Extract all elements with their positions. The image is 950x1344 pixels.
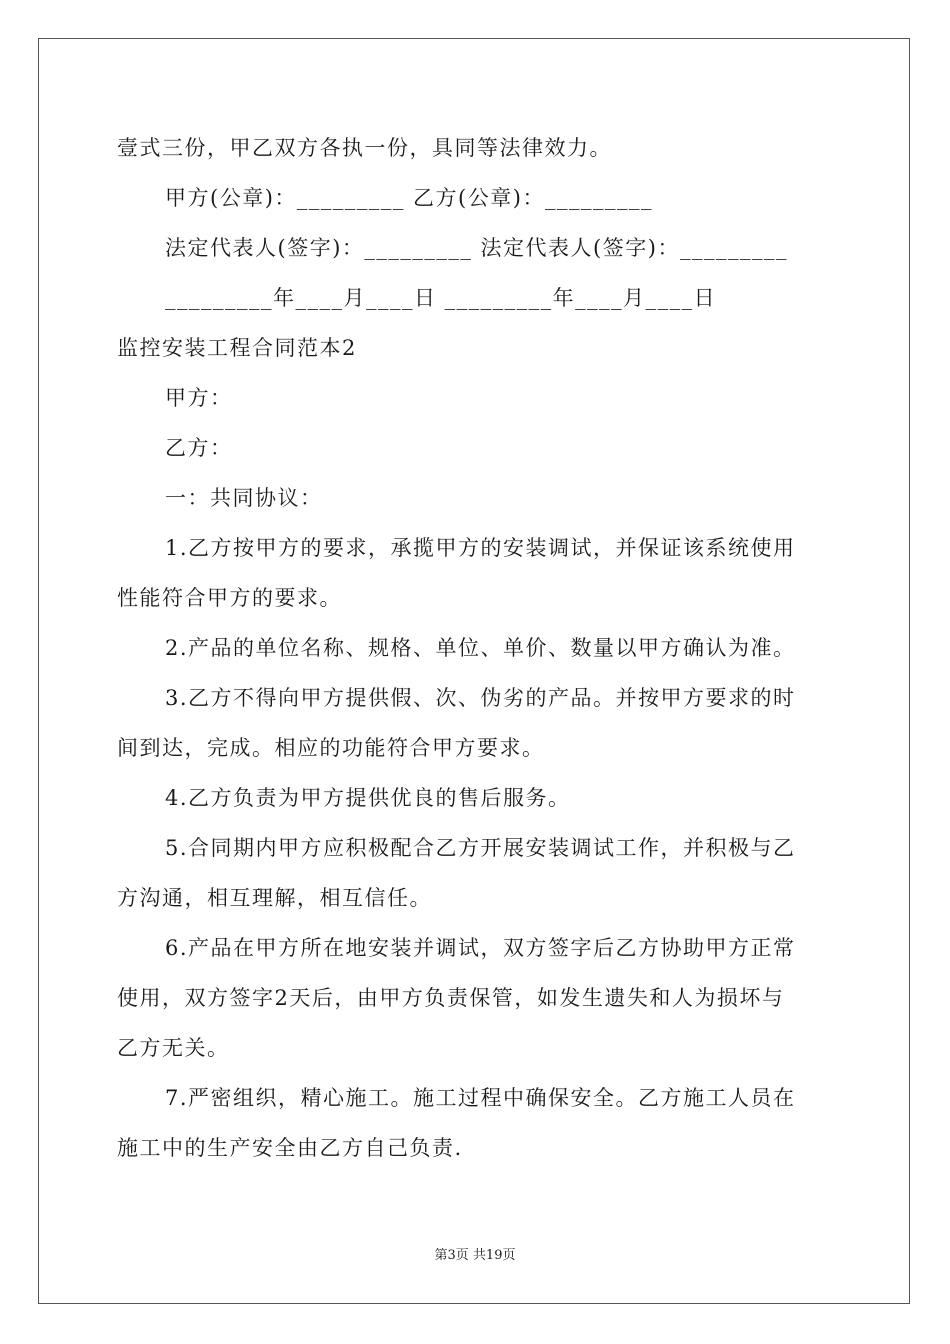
clause-7-line: 7.严密组织，精心施工。施工过程中确保安全。乙方施工人员在 (165, 1086, 796, 1110)
clause-1-line: 性能符合甲方的要求。 (117, 586, 342, 610)
page-number-footer: 第3页 共19页 (434, 1248, 516, 1263)
clause-6-line: 使用，双方签字2天后，由甲方负责保管，如发生遗失和人为损坏与 (117, 986, 785, 1010)
clause-2-line: 2.产品的单位名称、规格、单位、单价、数量以甲方确认为准。 (165, 636, 796, 660)
signature-representative-line: 法定代表人(签字)：_________ 法定代表人(签字)：_________ (165, 236, 788, 260)
section-title: 监控安装工程合同范本2 (117, 336, 357, 360)
clause-5-line: 5.合同期内甲方应积极配合乙方开展安装调试工作，并积极与乙 (165, 836, 796, 860)
signature-party-line: 甲方(公章)：_________ 乙方(公章)：_________ (165, 186, 653, 210)
text-line: 壹式三份，甲乙双方各执一份，具同等法律效力。 (117, 136, 612, 160)
clause-1-line: 1.乙方按甲方的要求，承揽甲方的安装调试，并保证该系统使用 (165, 536, 796, 560)
clause-6-line: 乙方无关。 (117, 1036, 230, 1060)
clause-7-line: 施工中的生产安全由乙方自己负责. (117, 1136, 463, 1160)
clause-6-line: 6.产品在甲方所在地安装并调试，双方签字后乙方协助甲方正常 (165, 936, 796, 960)
clause-4-line: 4.乙方负责为甲方提供优良的售后服务。 (165, 786, 571, 810)
clause-5-line: 方沟通，相互理解，相互信任。 (117, 886, 432, 910)
clause-heading: 一：共同协议： (165, 486, 323, 510)
clause-3-line: 间到达，完成。相应的功能符合甲方要求。 (117, 736, 545, 760)
page-border (38, 38, 910, 1304)
party-a-label: 甲方： (165, 386, 233, 410)
clause-3-line: 3.乙方不得向甲方提供假、次、伪劣的产品。并按甲方要求的时 (165, 686, 796, 710)
signature-date-line: _________年____月____日 _________年____月____日 (165, 286, 717, 310)
party-b-label: 乙方： (165, 436, 233, 460)
